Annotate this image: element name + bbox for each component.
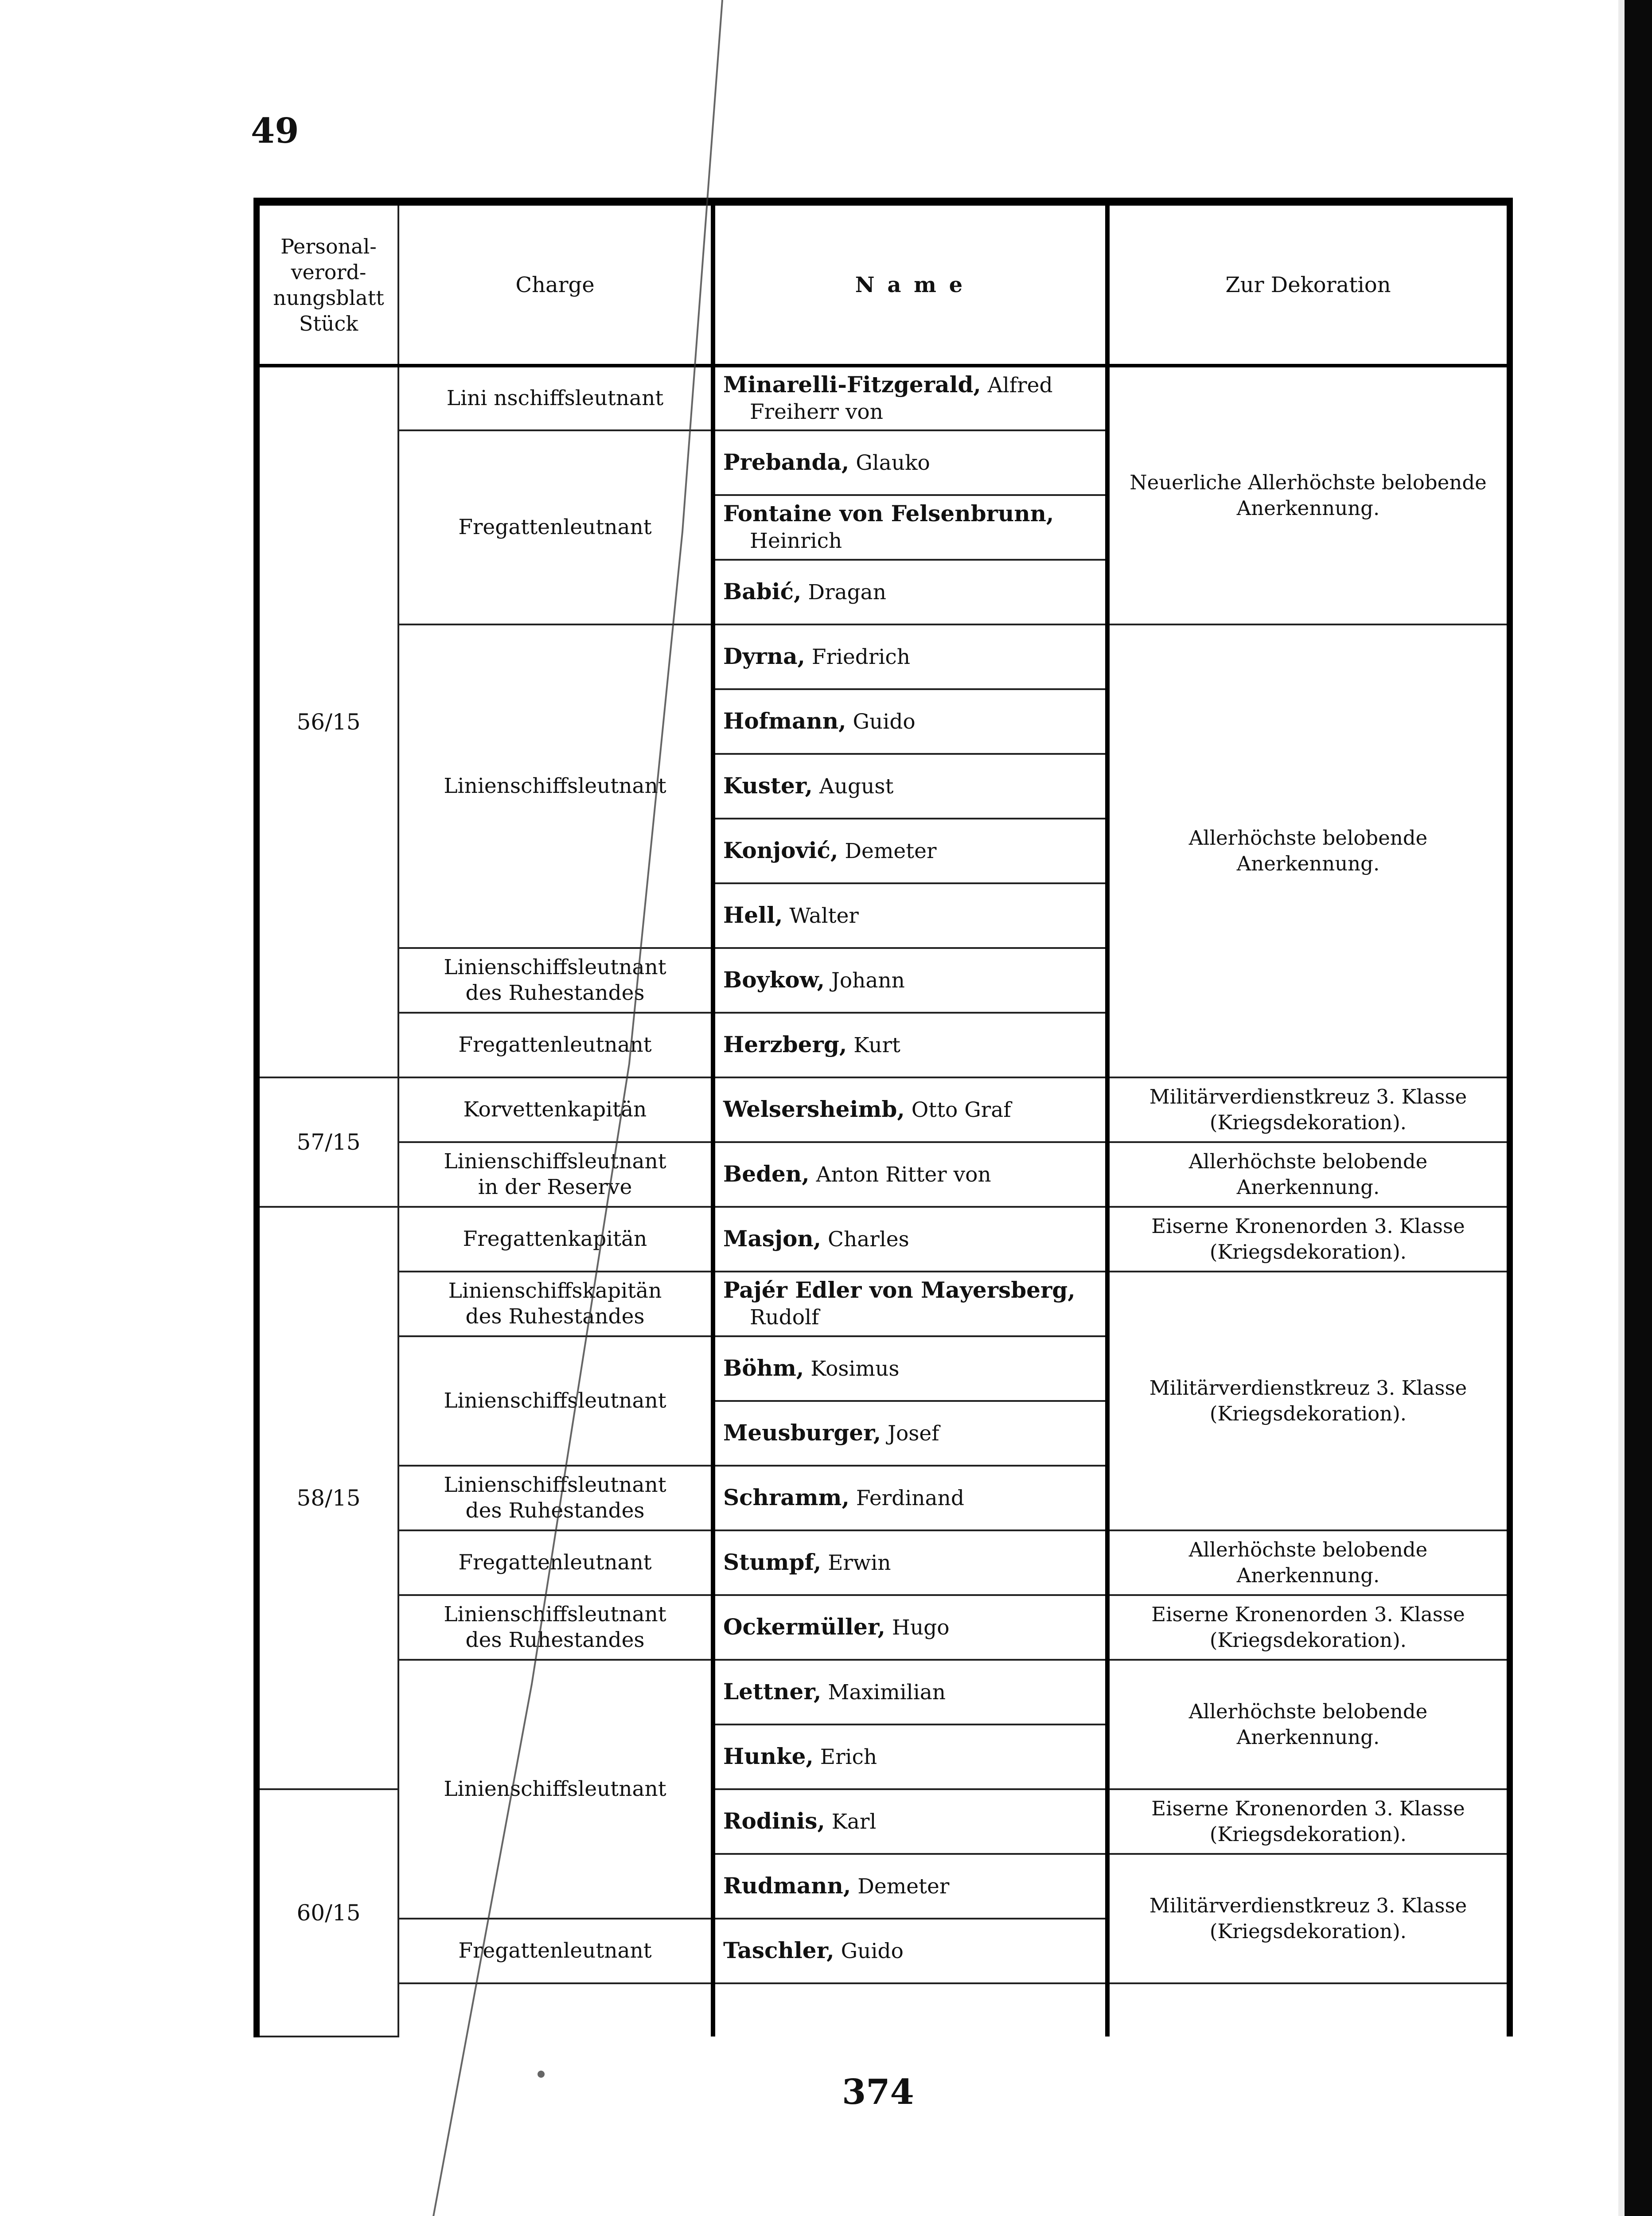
name-cell: [713, 1595, 1107, 1660]
decoration-line: Militärverdienstkreuz 3. Klasse: [1149, 1376, 1467, 1400]
header-dekoration: Zur Dekoration: [1107, 202, 1510, 366]
given-name: Alfred: [987, 373, 1053, 398]
charge-cell: Linienschiffsleutnant: [398, 1660, 713, 1919]
charge-cell: Fregattenleutnant: [398, 1530, 713, 1595]
surname: Pajér Edler von Mayersberg,: [723, 1277, 1075, 1303]
decoration-line: Allerhöchste belobende Anerkennung.: [1188, 1700, 1428, 1749]
surname: Dyrna,: [723, 643, 805, 669]
decoration-cell: [1107, 1660, 1510, 1789]
name-cell: [713, 1919, 1107, 1983]
surname: Schramm,: [723, 1484, 849, 1510]
charge-cell: Fregattenleutnant: [398, 1919, 713, 1983]
name-continuation: Rudolf: [750, 1305, 819, 1330]
table-row: [257, 1142, 1510, 1207]
given-name: Dragan: [808, 580, 886, 605]
empty-cell: [713, 1983, 1107, 2037]
name-cell: [713, 624, 1107, 689]
given-name: Guido: [841, 1939, 904, 1963]
name-continuation: Heinrich: [750, 529, 842, 553]
given-name: Glauko: [856, 451, 930, 475]
decoration-line: (Kriegsdekoration).: [1209, 1402, 1407, 1425]
decoration-cell: [1107, 1207, 1510, 1272]
decoration-line: Allerhöchste belobende Anerkennung.: [1188, 1538, 1428, 1587]
given-name: Otto Graf: [911, 1098, 1011, 1122]
name-cell: [713, 1401, 1107, 1466]
table-row: [257, 366, 1510, 430]
decoration-line: (Kriegsdekoration).: [1209, 1240, 1407, 1264]
surname: Lettner,: [723, 1678, 822, 1705]
given-name: Johann: [831, 968, 905, 993]
surname: Babić,: [723, 578, 802, 605]
decoration-cell: [1107, 1142, 1510, 1207]
name-cell: [713, 1724, 1107, 1789]
empty-cell: [398, 1983, 713, 2037]
charge-cell: [398, 1272, 713, 1336]
charge-cell: Linienschiffsleutnant: [398, 624, 713, 948]
surname: Welsersheimb,: [723, 1096, 905, 1122]
name-cell: [713, 1336, 1107, 1401]
given-name: Kurt: [853, 1033, 900, 1057]
decoration-line: Eiserne Kronenorden 3. Klasse: [1151, 1603, 1465, 1626]
decoration-cell: [1107, 624, 1510, 1077]
decoration-line: Anerkennung.: [1236, 496, 1380, 520]
charge-cell: [398, 948, 713, 1013]
given-name: Walter: [789, 904, 859, 928]
surname: Boykow,: [723, 967, 825, 993]
name-cell: [713, 1013, 1107, 1077]
name-cell: [713, 883, 1107, 948]
decoration-line: Militärverdienstkreuz 3. Klasse: [1149, 1085, 1467, 1108]
name-cell: [713, 1077, 1107, 1142]
table-row: [257, 624, 1510, 689]
header-col1-line1: Personal-: [281, 234, 377, 258]
header-personalverordnungsblatt: [257, 202, 398, 366]
charge-line: des Ruhestandes: [465, 1628, 645, 1652]
given-name: Erich: [820, 1745, 877, 1769]
charge-line: Linienschiffskapitän: [448, 1279, 662, 1303]
surname: Konjović,: [723, 837, 838, 863]
decoration-line: Eiserne Kronenorden 3. Klasse: [1151, 1797, 1465, 1820]
blatt-cell: 56/15: [257, 366, 398, 1077]
name-cell: [713, 430, 1107, 495]
charge-line: Linienschiffsleutnant: [444, 1602, 666, 1627]
decoration-line: (Kriegsdekoration).: [1209, 1628, 1407, 1652]
name-cell: [713, 366, 1107, 430]
header-charge: Charge: [398, 202, 713, 366]
scan-page-edge: [1625, 0, 1652, 2216]
header-col1-line2: verord-: [291, 260, 366, 284]
charge-cell: [398, 1595, 713, 1660]
given-name: Hugo: [892, 1615, 950, 1640]
header-col1-line4: Stück: [299, 311, 358, 336]
surname: Rudmann,: [723, 1873, 851, 1899]
table-row-empty: [257, 1983, 1510, 2037]
surname: Ockermüller,: [723, 1614, 885, 1640]
surname: Fontaine von Felsenbrunn,: [723, 500, 1054, 527]
blatt-cell: 57/15: [257, 1077, 398, 1207]
decoration-cell: [1107, 1272, 1510, 1530]
surname: Kuster,: [723, 772, 813, 799]
charge-cell: Fregattenleutnant: [398, 1013, 713, 1077]
header-col1-line3: nungsblatt: [273, 285, 384, 310]
name-cell: [713, 1207, 1107, 1272]
charge-cell: Fregattenkapitän: [398, 1207, 713, 1272]
page-number: 49: [251, 111, 299, 151]
charge-cell: Korvettenkapitän: [398, 1077, 713, 1142]
given-name: Charles: [828, 1227, 909, 1252]
given-name: Maximilian: [828, 1680, 946, 1705]
given-name: Guido: [853, 710, 916, 734]
table-row: [257, 1660, 1510, 1724]
surname: Beden,: [723, 1161, 810, 1187]
given-name: Erwin: [828, 1551, 891, 1575]
given-name: Friedrich: [811, 645, 910, 669]
given-name: Demeter: [845, 839, 937, 863]
charge-line: Linienschiffsleutnant: [444, 1149, 666, 1174]
decoration-cell: [1107, 1854, 1510, 1983]
footer-page-number: 374: [842, 2072, 914, 2112]
surname: Hunke,: [723, 1743, 814, 1769]
given-name: Anton Ritter von: [816, 1163, 991, 1187]
surname: Böhm,: [723, 1355, 804, 1381]
name-cell: [713, 495, 1107, 560]
decoration-cell: [1107, 1530, 1510, 1595]
blatt-cell: 58/15: [257, 1207, 398, 1789]
charge-cell: [398, 1142, 713, 1207]
decoration-line: Allerhöchste belobende Anerkennung.: [1188, 1150, 1428, 1199]
decoration-cell: [1107, 1789, 1510, 1854]
name-cell: [713, 948, 1107, 1013]
given-name: August: [819, 774, 894, 799]
header-name: N a m e: [713, 202, 1107, 366]
header-row: [257, 202, 1510, 366]
given-name: Karl: [831, 1810, 877, 1834]
ink-speck: [538, 2071, 545, 2078]
surname: Prebanda,: [723, 449, 849, 475]
name-cell: [713, 1530, 1107, 1595]
decoration-line: Militärverdienstkreuz 3. Klasse: [1149, 1894, 1467, 1917]
charge-cell: Fregattenleutnant: [398, 430, 713, 624]
table-row: [257, 1272, 1510, 1336]
charge-line: in der Reserve: [478, 1175, 632, 1199]
surname: Hofmann,: [723, 708, 846, 734]
name-cell: [713, 1466, 1107, 1530]
name-cell: [713, 1660, 1107, 1724]
given-name: Kosimus: [810, 1357, 900, 1381]
table-row: [257, 1077, 1510, 1142]
table-row: [257, 1530, 1510, 1595]
name-cell: [713, 754, 1107, 819]
empty-cell: [1107, 1983, 1510, 2037]
table-row: [257, 1595, 1510, 1660]
decoration-line: Neuerliche Allerhöchste belobende: [1130, 471, 1487, 494]
decoration-cell: [1107, 366, 1510, 624]
decoration-line: (Kriegsdekoration).: [1209, 1919, 1407, 1943]
scan-page-edge-gap: [1618, 0, 1625, 2216]
charge-line: Linienschiffsleutnant: [444, 955, 666, 979]
charge-cell: [398, 1466, 713, 1530]
table-row: [257, 1207, 1510, 1272]
name-continuation: Freiherr von: [750, 400, 884, 424]
charge-line: des Ruhestandes: [465, 1304, 645, 1329]
name-cell: [713, 1789, 1107, 1854]
name-cell: [713, 1854, 1107, 1919]
decoration-cell: [1107, 1077, 1510, 1142]
surname: Stumpf,: [723, 1549, 822, 1575]
surname: Hell,: [723, 902, 783, 928]
charge-line: Linienschiffsleutnant: [444, 1473, 666, 1497]
personnel-decoration-table: [253, 198, 1513, 2037]
given-name: Josef: [888, 1421, 939, 1446]
decoration-line: (Kriegsdekoration).: [1209, 1822, 1407, 1846]
given-name: Demeter: [857, 1874, 950, 1899]
charge-cell: Lini nschiffsleutnant: [398, 366, 713, 430]
name-cell: [713, 689, 1107, 754]
surname: Masjon,: [723, 1225, 822, 1252]
name-cell: [713, 1142, 1107, 1207]
surname: Taschler,: [723, 1937, 834, 1963]
surname: Herzberg,: [723, 1031, 847, 1057]
charge-line: des Ruhestandes: [465, 981, 645, 1005]
charge-line: des Ruhestandes: [465, 1498, 645, 1523]
surname: Minarelli-Fitzgerald,: [723, 371, 981, 398]
surname: Meusburger,: [723, 1420, 881, 1446]
decoration-line: (Kriegsdekoration).: [1209, 1111, 1407, 1134]
name-cell: [713, 1272, 1107, 1336]
blatt-cell: 60/15: [257, 1789, 398, 2037]
decoration-line: Allerhöchste belobende Anerkennung.: [1188, 826, 1428, 875]
given-name: Ferdinand: [856, 1486, 964, 1510]
name-cell: [713, 560, 1107, 624]
decoration-cell: [1107, 1595, 1510, 1660]
name-cell: [713, 819, 1107, 883]
decoration-line: Eiserne Kronenorden 3. Klasse: [1151, 1214, 1465, 1238]
surname: Rodinis,: [723, 1808, 825, 1834]
charge-cell: Linienschiffsleutnant: [398, 1336, 713, 1466]
